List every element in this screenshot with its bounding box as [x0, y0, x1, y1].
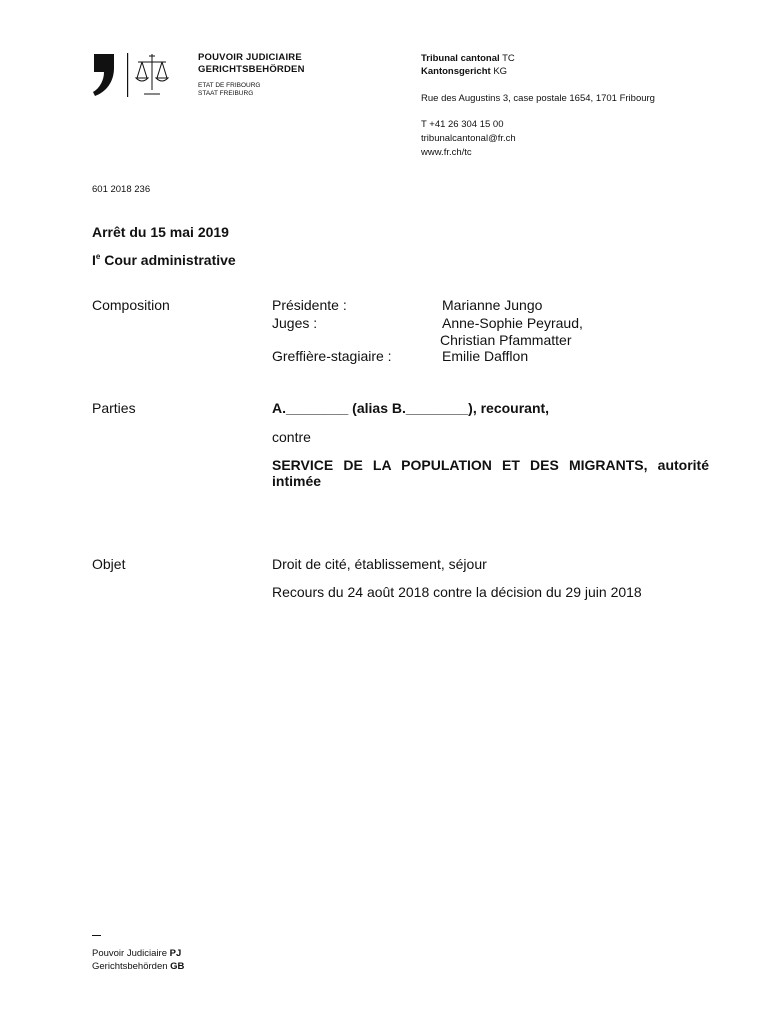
footer-line-1	[92, 948, 181, 960]
parties-label: Parties	[92, 400, 136, 416]
court-section-name: Cour administrative	[104, 252, 236, 268]
juge-1-name: Anne-Sophie Peyraud,	[442, 315, 583, 331]
court-abbr-fr: TC	[502, 53, 515, 64]
court-name-de-text: Kantonsgericht	[421, 66, 491, 77]
court-address: Rue des Augustins 3, case postale 1654, 1701 Fribourg	[421, 93, 655, 104]
state-name-de: STAAT FREIBURG	[198, 90, 254, 97]
juge-2-name: Christian Pfammatter	[440, 332, 572, 348]
court-email[interactable]: tribunalcantonal@fr.ch	[421, 133, 516, 144]
court-section	[92, 252, 236, 268]
case-reference: 601 2018 236	[92, 184, 151, 195]
composition-label: Composition	[92, 297, 170, 313]
greffiere-name: Emilie Dafflon	[442, 348, 529, 364]
comma-mark-icon	[93, 54, 114, 96]
contre-text: contre	[272, 429, 311, 445]
presidente-name: Marianne Jungo	[442, 297, 543, 313]
intimee-party: SERVICE DE LA POPULATION ET DES MIGRANTS, autorité intimée	[272, 457, 709, 489]
recourant-party: A.________ (alias B.________), recourant,	[272, 400, 550, 416]
footer-pj-abbr: PJ	[169, 948, 182, 959]
fribourg-justice-logo	[92, 52, 182, 98]
court-name-fr	[421, 53, 515, 65]
objet-appeal: Recours du 24 août 2018 contre la décision du 29 juin 2018	[272, 584, 642, 600]
greffiere-role: Greffière-stagiaire :	[272, 348, 392, 364]
court-phone: T +41 26 304 15 00	[421, 119, 504, 130]
court-website[interactable]: www.fr.ch/tc	[421, 147, 472, 158]
decision-title: Arrêt du 15 mai 2019	[92, 224, 229, 240]
scales-of-justice-icon	[136, 54, 168, 94]
court-abbr-de: KG	[493, 66, 508, 77]
footer-gb-text: Gerichtsbehörden	[92, 961, 168, 972]
objet-label: Objet	[92, 556, 126, 572]
footer-pj-text: Pouvoir Judiciaire	[92, 948, 167, 959]
footer-gb-abbr: GB	[170, 961, 185, 972]
juges-role: Juges :	[272, 315, 318, 331]
org-name-fr: POUVOIR JUDICIAIRE	[198, 52, 302, 63]
court-section-sup: e	[95, 252, 101, 261]
state-name-fr: ETAT DE FRIBOURG	[198, 82, 261, 89]
footer-line-2	[92, 961, 184, 973]
court-name-fr-text: Tribunal cantonal	[421, 53, 500, 64]
org-name-de: GERICHTSBEHÖRDEN	[198, 64, 305, 75]
court-name-de	[421, 66, 507, 78]
footer-dash	[92, 935, 101, 936]
presidente-role: Présidente :	[272, 297, 347, 313]
court-section-numeral: I	[92, 252, 96, 268]
objet-subject: Droit de cité, établissement, séjour	[272, 556, 487, 572]
logo-divider	[127, 53, 128, 97]
